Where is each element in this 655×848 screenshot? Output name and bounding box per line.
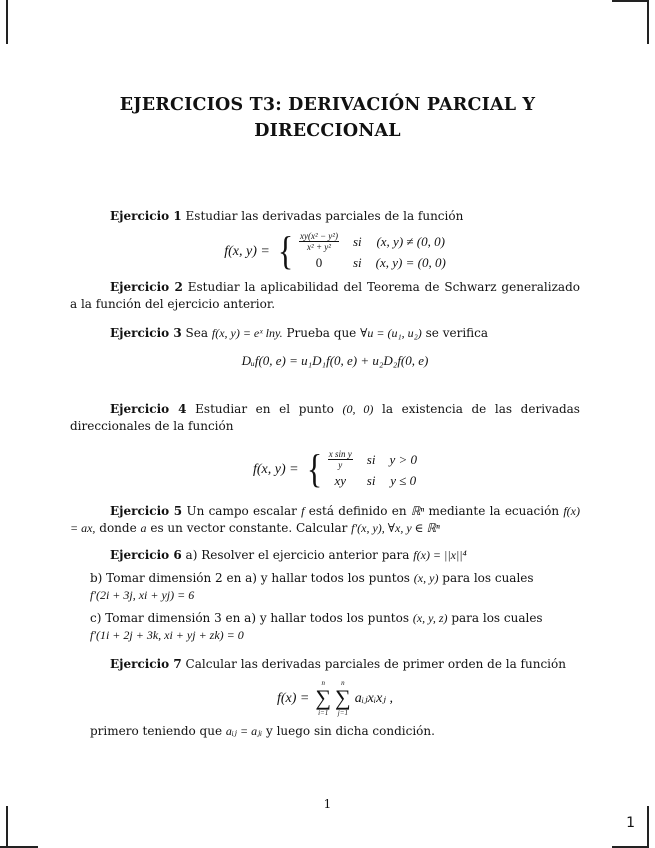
sigma-icon: ∑ bbox=[335, 685, 351, 710]
exercise-1-piecewise bbox=[90, 228, 580, 273]
exercise-7-formula bbox=[90, 679, 580, 717]
exercise-3 bbox=[90, 325, 580, 342]
crop-mark-tr-v bbox=[647, 0, 649, 44]
exercise-1-case1-fraction bbox=[299, 231, 339, 252]
exercise-5-f: f bbox=[301, 504, 305, 518]
crop-mark-tl-v bbox=[6, 0, 8, 44]
fraction-numerator: x sin y bbox=[328, 449, 352, 459]
page-number-footer: 1 bbox=[323, 797, 332, 811]
case-condition: (x, y) = (0, 0) bbox=[375, 255, 446, 270]
exercise-6-part-a-eq: f(x) = ||x||⁴ bbox=[413, 548, 467, 562]
exercise-4-point: (0, 0) bbox=[342, 402, 374, 416]
exercise-3-text-b: Prueba que bbox=[286, 326, 357, 340]
sum-upper-limit: n bbox=[321, 679, 325, 687]
exercise-7-text: Calcular las derivadas parciales de primer orden de la función bbox=[185, 657, 566, 671]
exercise-7-term: aᵢⱼxᵢxⱼ , bbox=[354, 690, 393, 706]
exercise-1-cases bbox=[299, 231, 446, 271]
exercise-list bbox=[70, 208, 580, 740]
exercise-1-text: Estudiar las derivadas parciales de la función bbox=[185, 209, 464, 223]
exercise-6-part-c bbox=[90, 610, 580, 644]
exercise-5-a: a bbox=[140, 521, 147, 535]
exercise-4-text-b: la existencia de las derivadas direccionales de la función bbox=[70, 402, 580, 433]
exercise-3-label: Ejercicio 3 bbox=[110, 326, 182, 340]
exercise-7-tail-b: y luego sin dicha condición. bbox=[265, 724, 435, 738]
exercise-6-part-b-tail: para los cuales bbox=[442, 571, 534, 585]
crop-mark-br-v bbox=[647, 806, 649, 848]
exercise-6-part-b-text: b) Tomar dimensión 2 en a) y hallar todos los puntos bbox=[90, 571, 410, 585]
exercise-5 bbox=[70, 503, 580, 537]
exercise-6-part-b bbox=[90, 570, 580, 604]
case-word: si bbox=[366, 452, 376, 467]
sum-sigma-j bbox=[335, 679, 351, 717]
sum-sigma-i bbox=[315, 679, 331, 717]
exercise-6-part-c-tail: para los cuales bbox=[451, 611, 543, 625]
exercise-1-lhs: f(x, y) = bbox=[224, 243, 270, 259]
exercise-7-lhs: f(x) = bbox=[276, 690, 310, 706]
left-brace-icon: { bbox=[306, 446, 322, 491]
fraction-denominator: y bbox=[338, 460, 343, 470]
exercise-5-text-d: donde bbox=[99, 521, 137, 535]
exercise-5-text-c: mediante la ecuación bbox=[428, 504, 560, 518]
exercise-7-label: Ejercicio 7 bbox=[110, 657, 182, 671]
crop-mark-bl-v bbox=[6, 806, 8, 848]
case-condition: (x, y) ≠ (0, 0) bbox=[376, 234, 445, 249]
crop-mark-tr-h bbox=[612, 0, 649, 2]
exercise-6-part-a: a) Resolver el ejercicio anterior para bbox=[185, 548, 410, 562]
exercise-6-part-b-eq: f′(2i + 3j, xi + yj) = 6 bbox=[90, 588, 195, 602]
case-word: si bbox=[352, 234, 362, 249]
exercise-2-label: Ejercicio 2 bbox=[110, 280, 183, 294]
title-line-2: DIRECCIONAL bbox=[254, 121, 401, 141]
exercise-3-text-a: Sea bbox=[185, 326, 209, 340]
exercise-6-label: Ejercicio 6 bbox=[110, 548, 182, 562]
title-line-1: EJERCICIOS T3: DERIVACIÓN PARCIAL Y bbox=[119, 95, 536, 115]
exercise-6-part-c-eq: f′(1i + 2j + 3k, xi + yj + zk) = 0 bbox=[90, 628, 244, 642]
exercise-3-forall: ∀u = (u₁, u₂) bbox=[360, 326, 422, 340]
corner-page-number: 1 bbox=[626, 815, 635, 831]
exercise-2 bbox=[70, 279, 580, 313]
exercise-1-label: Ejercicio 1 bbox=[110, 209, 182, 223]
exercise-4-piecewise bbox=[90, 446, 580, 491]
exercise-6 bbox=[90, 547, 580, 564]
exercise-3-text-c: se verifica bbox=[425, 326, 489, 340]
exercise-1 bbox=[90, 208, 580, 225]
fraction-numerator: xy(x² − y²) bbox=[300, 231, 338, 241]
exercise-7-tail-a: primero teniendo que bbox=[90, 724, 223, 738]
exercise-5-equation: f(x) = ax, bbox=[70, 504, 580, 535]
sum-lower-limit: i=1 bbox=[318, 709, 329, 717]
exercise-4-label: Ejercicio 4 bbox=[110, 402, 187, 416]
exercise-5-label: Ejercicio 5 bbox=[110, 504, 183, 518]
fraction-denominator: x² + y² bbox=[307, 242, 331, 252]
exercise-3-function: f(x, y) = eˣ lny. bbox=[211, 326, 283, 340]
exercise-5-calc: f′(x, y), ∀x, y ∈ ℝⁿ bbox=[351, 521, 440, 535]
sigma-icon: ∑ bbox=[315, 685, 332, 710]
case-value: xy bbox=[334, 473, 347, 488]
exercise-4-lhs: f(x, y) = bbox=[252, 461, 299, 477]
exercise-5-text-b: está definido en bbox=[308, 504, 407, 518]
exercise-4 bbox=[70, 401, 580, 435]
case-condition: y ≤ 0 bbox=[390, 473, 417, 488]
exercise-5-text-e: es un vector constante. Calcular bbox=[150, 521, 348, 535]
exercise-6-part-b-points: (x, y) bbox=[413, 571, 439, 585]
exercise-5-text-a: Un campo escalar bbox=[186, 504, 297, 518]
exercise-5-rn: ℝⁿ bbox=[410, 504, 425, 518]
exercise-3-formula: Dᵤf(0, e) = u₁D₁f(0, e) + u₂D₂f(0, e) bbox=[241, 353, 429, 368]
page-title bbox=[60, 92, 595, 144]
case-condition: y > 0 bbox=[389, 452, 417, 467]
exercise-4-text-a: Estudiar en el punto bbox=[195, 402, 334, 416]
sum-lower-limit: j=1 bbox=[337, 709, 348, 717]
left-brace-icon: { bbox=[277, 228, 294, 273]
exercise-4-case1-fraction bbox=[328, 449, 353, 470]
case-word: si bbox=[366, 473, 376, 488]
case-value: 0 bbox=[315, 255, 323, 270]
exercise-7-tail-eq: aᵢⱼ = aⱼᵢ bbox=[225, 724, 263, 738]
sum-upper-limit: n bbox=[341, 679, 345, 687]
case-word: si bbox=[352, 255, 362, 270]
exercise-2-text: Estudiar la aplicabilidad del Teorema de Schwarz generalizado a la función del ejercicio anterior. bbox=[70, 280, 580, 311]
exercise-7 bbox=[90, 656, 580, 673]
exercise-6-part-c-points: (x, y, z) bbox=[412, 611, 448, 625]
exercise-6-part-c-text: c) Tomar dimensión 3 en a) y hallar todos los puntos bbox=[90, 611, 409, 625]
exercise-7-tail bbox=[90, 723, 580, 740]
exercise-4-cases bbox=[328, 449, 417, 489]
